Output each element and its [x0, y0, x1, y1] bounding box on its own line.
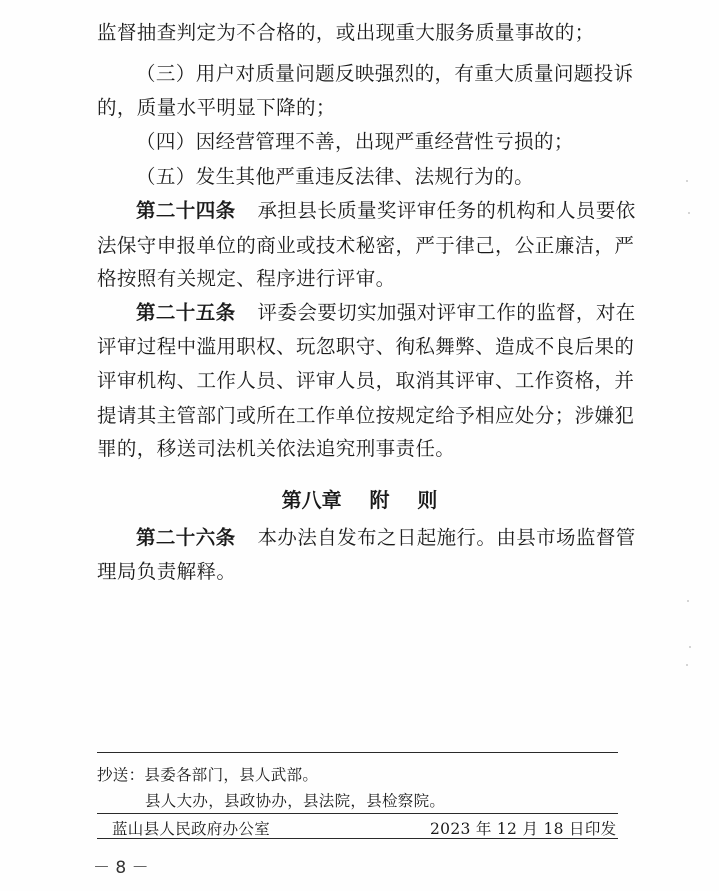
- text-line: 的，质量水平明显下降的；: [97, 96, 336, 119]
- text-line: 提请其主管部门或所在工作单位按规定给予相应处分；涉嫌犯: [97, 404, 635, 427]
- issue-date: 2023 年 12 月 18 日印发: [430, 820, 617, 838]
- article-24-text: 承担县长质量奖评审任务的机构和人员要依: [257, 199, 636, 222]
- footer-middle-rule: [97, 813, 618, 814]
- article-25-text: 评委会要切实加强对评审工作的监督，对在: [257, 301, 636, 324]
- scan-speck: [686, 180, 688, 182]
- text-line: （四）因经营管理不善，出现严重经营性亏损的；: [136, 130, 574, 153]
- article-24-title: 第二十四条: [136, 199, 236, 222]
- article-24-line: [136, 198, 636, 224]
- text-line: （三）用户对质量问题反映强烈的，有重大质量问题投诉: [136, 62, 634, 85]
- text-line: 法保守申报单位的商业或技术秘密，严于律己，公正廉洁，严: [97, 234, 635, 257]
- article-25-title: 第二十五条: [136, 301, 236, 324]
- footer-bottom-rule: [97, 838, 618, 839]
- text-line: 评审过程中滥用职权、玩忽职守、徇私舞弊、造成不良后果的: [97, 335, 635, 358]
- page-number: － 8 －: [93, 858, 149, 878]
- scan-speck: [686, 664, 688, 666]
- article-26-text: 本办法自发布之日起施行。由县市场监督管: [257, 526, 636, 549]
- cc-recipients-continued: 县人大办，县政协办，县法院，县检察院。: [145, 792, 446, 810]
- scan-speck: [687, 600, 689, 602]
- scan-speck: [689, 646, 691, 648]
- article-26-title: 第二十六条: [136, 526, 236, 549]
- footer-top-rule: [97, 752, 618, 753]
- text-line: 监督抽查判定为不合格的，或出现重大服务质量事故的；: [97, 21, 595, 44]
- cc-recipients: 抄送：县委各部门，县人武部。: [97, 766, 319, 784]
- issuing-office: 蓝山县人民政府办公室: [112, 820, 271, 838]
- text-line: 罪的，移送司法机关依法追究刑事责任。: [97, 437, 456, 460]
- text-line: （五）发生其他严重违反法律、法规行为的。: [136, 165, 535, 188]
- scan-speck: [688, 212, 690, 214]
- chapter-heading: 第八章 附 则: [281, 488, 438, 512]
- text-line: 格按照有关规定、程序进行评审。: [97, 267, 396, 290]
- article-26-line: [136, 525, 636, 551]
- article-25-line: [136, 300, 636, 326]
- text-line: 评审机构、工作人员、评审人员，取消其评审、工作资格，并: [97, 369, 635, 392]
- text-line: 理局负责解释。: [97, 560, 237, 583]
